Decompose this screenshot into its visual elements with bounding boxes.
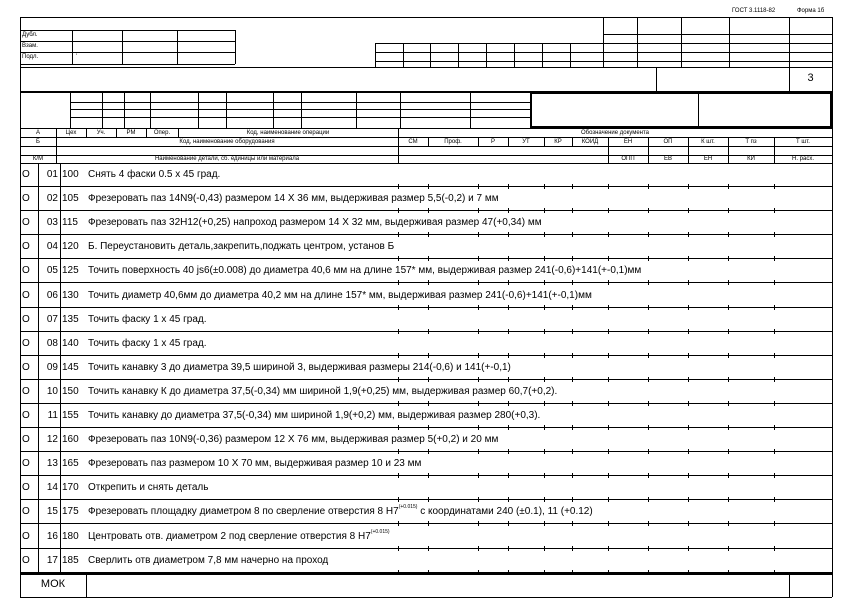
table-row [20, 404, 832, 428]
div-koid [572, 137, 573, 146]
row-mark: О [22, 482, 30, 494]
col-a-letter: А [35, 130, 40, 136]
operation-text [88, 555, 328, 566]
approval-block [20, 30, 235, 66]
signature-grid [375, 17, 832, 67]
row-number: 05 [46, 265, 58, 277]
operation-text [88, 458, 421, 469]
header-divider [20, 67, 832, 68]
row-number: 15 [46, 506, 58, 518]
operation-text [88, 193, 499, 204]
label-dubl: Дубл. [22, 32, 38, 38]
row-mark: О [22, 241, 30, 253]
table-row [20, 525, 832, 549]
operation-code: 125 [62, 265, 79, 277]
div-op [648, 137, 649, 163]
operation-text-main: Точить диаметр 40,6мм до диаметра 40,2 мм на длине 157* мм, выдерживая размер 241(-0,6)+141(+-0,1)мм [88, 289, 592, 301]
operation-text-main: Открепить и снять деталь [88, 482, 209, 494]
col-b-tpz: Т пз [745, 139, 757, 145]
row-number: 02 [46, 193, 58, 205]
tolerance-superscript: (+0.015) [398, 504, 418, 511]
row-mark: О [22, 313, 30, 325]
operation-text-main: Точить канавку до диаметра 37,5(-0,34) мм шириной 1,9(+0,2) мм, выдерживая размер 280(+0,3). [88, 410, 541, 421]
div-ut [508, 137, 509, 146]
row-mark: О [22, 506, 30, 518]
row-mark: О [22, 434, 30, 446]
operation-text [88, 482, 208, 493]
operation-text-main: Б. Переустановить деталь,закрепить,поджать центром, установ Б [88, 241, 395, 253]
div-tpz [728, 137, 729, 163]
operation-code: 140 [62, 337, 79, 349]
row-mark: О [22, 361, 30, 373]
operation-text-main: Сверлить отв диаметром 7,8 мм начерно на проход [88, 554, 329, 566]
row-mark: О [22, 458, 30, 470]
operation-text [88, 241, 394, 252]
table-row [20, 356, 832, 380]
operation-code: 185 [62, 554, 79, 566]
table-row [20, 428, 832, 452]
div-kpc [688, 137, 689, 163]
row-number: 04 [46, 241, 58, 253]
col-a-operation: Код, наименование операции [246, 130, 330, 136]
col-b-letter: Б [36, 139, 40, 145]
operation-text-main: Фрезеровать паз размером 10 Х 70 мм, выдерживая размер 10 и 23 мм [88, 458, 422, 470]
row-mark: О [22, 410, 30, 421]
row-mark: О [22, 337, 30, 349]
operation-code: 145 [62, 361, 79, 373]
operation-text [88, 386, 557, 397]
operation-text [88, 217, 542, 228]
row-number: 12 [46, 434, 58, 446]
operation-code: 155 [62, 410, 79, 421]
operation-text-tail: с координатами 240 (±0.1), 11 (+0.12) [417, 506, 593, 518]
row-number: 11 [47, 410, 58, 421]
row-mark: О [22, 169, 30, 180]
operation-text-main: Фрезеровать паз 32H12(+0,25) напроход размером 14 Х 32 мм, выдерживая размер 47(+0,34) мм [88, 217, 542, 229]
subfield-note: ' [76, 54, 78, 60]
row-number: 03 [46, 217, 58, 229]
table-row [20, 380, 832, 404]
col-a-workplace: РМ [126, 130, 136, 136]
operation-code: 115 [62, 217, 78, 229]
table-row [20, 549, 832, 573]
operation-code: 105 [62, 193, 79, 205]
operation-text [88, 362, 511, 373]
form-code: МОК [40, 578, 66, 590]
frame-bottom-line [20, 597, 832, 598]
operation-code: 160 [62, 434, 79, 446]
col-km-detail: Наименование детали, сб. единицы или материала [154, 156, 300, 162]
row-number: 16 [46, 530, 58, 542]
row-number: 09 [46, 361, 58, 373]
operation-code: 170 [62, 482, 79, 494]
table-row [20, 308, 832, 332]
label-vzam: Взам. [22, 43, 38, 49]
tolerance-superscript: (+0.015) [370, 528, 390, 535]
col-b-kpc: К шт. [701, 139, 715, 145]
operation-text [88, 528, 390, 542]
sheet-number: 3 [807, 72, 814, 84]
col-km-ev: ЕВ [663, 156, 672, 162]
table-row [20, 163, 832, 187]
operation-text-main: Точить фаску 1 х 45 град. [88, 313, 207, 325]
col-b-koid: КОИД [581, 139, 599, 145]
table-row [20, 452, 832, 476]
operation-text-main: Снять 4 фаски 0.5 х 45 град. [88, 169, 221, 180]
col-a-document: Обозначение документа [580, 130, 650, 136]
div-prof [428, 137, 429, 146]
gost-standard: ГОСТ 3.1118-82 [732, 8, 776, 14]
col-b-r: Р [490, 139, 495, 145]
table-row [20, 211, 832, 235]
col-b-en: ЕН [623, 139, 633, 145]
operation-code: 130 [62, 289, 79, 301]
operation-text-main: Фрезеровать площадку диаметром 8 по сверление отверстия 8 H7 [88, 506, 399, 518]
operation-text [88, 265, 641, 276]
col-a-shop: Цех [65, 130, 77, 136]
row-number: 06 [46, 289, 58, 301]
col-km-nrash: Н. расх. [791, 156, 814, 162]
col-km-opp: ОПП [621, 156, 635, 162]
code-block [20, 92, 832, 128]
div-r [478, 137, 479, 146]
footer-divider-right [789, 573, 790, 597]
col-b-prof: Проф. [444, 139, 462, 145]
operation-code: 120 [62, 241, 79, 253]
col-km-letter: К/М [32, 156, 44, 162]
operation-code: 100 [62, 169, 79, 180]
row-mark: О [22, 554, 30, 566]
footer-thick-line [20, 573, 832, 575]
row-number: 10 [46, 385, 58, 397]
row-mark: О [22, 385, 30, 397]
div-kr [544, 137, 545, 146]
row-number: 01 [46, 169, 58, 180]
row-number: 17 [46, 554, 58, 566]
operation-text [88, 506, 593, 517]
operation-text [88, 290, 592, 301]
col-b-equipment: Код, наименование оборудования [179, 139, 275, 145]
operation-text-main: Точить поверхность 40 js6(±0.008) до диаметра 40,6 мм на длине 157* мм, выдерживая размер 241(-0,6)+141(+-0,1)мм [88, 265, 642, 277]
operation-text-main: Центровать отв. диаметром 2 под сверление отверстия 8 H7 [88, 530, 371, 542]
operation-text-main: Точить канавку К до диаметра 37,5(-0,34) мм шириной 1,9(+0,25) мм, выдерживая размер 60,7(+0,2). [88, 385, 558, 397]
row-mark: О [22, 530, 30, 542]
operation-text [88, 314, 207, 325]
col-b-op: ОП [663, 139, 673, 145]
table-row [20, 500, 832, 524]
row-number: 14 [46, 482, 58, 494]
table-row [20, 284, 832, 308]
row-number: 13 [46, 458, 58, 470]
col-b-sm: СМ [408, 139, 418, 145]
col-a-section: Уч. [96, 130, 106, 136]
operation-code: 175 [62, 506, 79, 518]
row-mark: О [22, 265, 30, 277]
operation-text [88, 169, 220, 180]
row-mark: О [22, 289, 30, 301]
operation-code: 165 [62, 458, 79, 470]
table-row [20, 259, 832, 283]
row-number: 07 [46, 313, 58, 325]
form-number: Форма 1б [797, 8, 825, 14]
col-b-tsht: Т шт. [796, 139, 810, 145]
operation-text-main: Фрезеровать паз 10N9(-0,36) размером 12 Х 76 мм, выдерживая размер 5(+0,2) и 20 мм [88, 434, 499, 446]
col-b-ut: УТ [522, 139, 530, 145]
row-number: 08 [46, 337, 58, 349]
row-mark: О [22, 217, 30, 229]
operation-code: 180 [62, 530, 79, 542]
operation-text [88, 410, 540, 421]
operation-text [88, 434, 498, 445]
frame-right-line [832, 17, 833, 597]
table-row [20, 332, 832, 356]
col-km-en: ЕН [703, 156, 713, 162]
col-km-ki: КИ [747, 156, 755, 162]
operation-text-main: Точить канавку 3 до диаметра 39,5 шириной 3, выдерживая размеры 214(-0,6) и 141(+-0,1) [88, 361, 511, 373]
table-row [20, 476, 832, 500]
operation-text-main: Фрезеровать паз 14N9(-0,43) размером 14 Х 36 мм, выдерживая размер 5,5(-0,2) и 7 мм [88, 193, 499, 205]
table-row [20, 187, 832, 211]
sheet-cell-left [656, 67, 657, 91]
colhead-line-2 [20, 146, 832, 147]
table-row [20, 235, 832, 259]
operation-code: 150 [62, 385, 79, 397]
col-b-kr: КР [554, 139, 562, 145]
label-podl: Подл. [22, 54, 39, 60]
operation-text-main: Точить фаску 1 х 45 град. [88, 337, 207, 349]
div-tsht [774, 137, 775, 163]
operation-code: 135 [62, 313, 79, 325]
footer-divider-left [86, 573, 87, 597]
div-en [608, 137, 609, 163]
operation-text [88, 338, 207, 349]
col-a-oper: Опер. [153, 130, 171, 136]
row-mark: О [22, 193, 30, 205]
